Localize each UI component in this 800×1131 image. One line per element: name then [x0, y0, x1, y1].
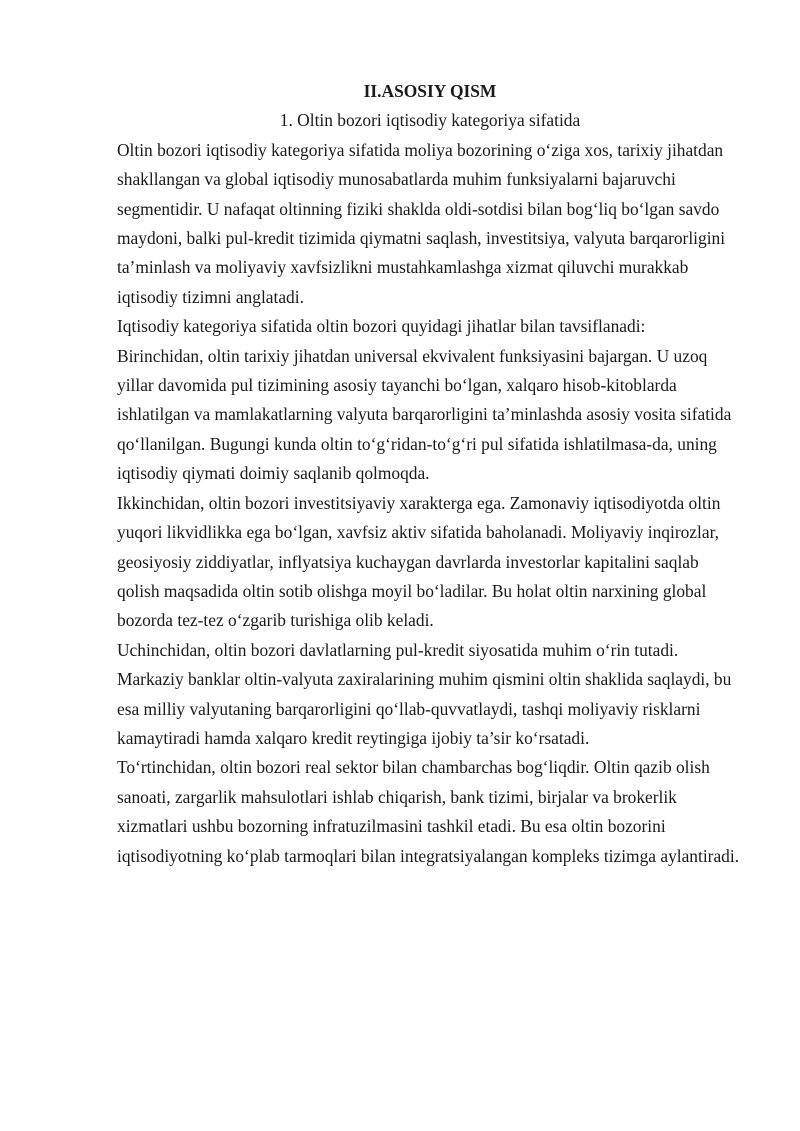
paragraph-second-point: Ikkinchidan, oltin bozori investitsiyaviy xarakterga ega. Zamonaviy iqtisodiyotda oltin yuqori likvidlikka ega bo‘lgan, xavfsiz aktiv sifatida baholanadi. Moliyaviy inqirozlar, geosiyosiy ziddiyatlar, inflyatsiya kuchaygan davrlarda investorlar kapitalini saqlab qolish maqsadida oltin sotib olishga moyil bo‘ladilar. Bu holat oltin narxining global bozorda tez-tez o‘zgarib turishiga olib keladi.	[117, 492, 721, 631]
section-subheading: 1. Oltin bozori iqtisodiy kategoriya sifatida	[279, 110, 581, 131]
paragraph-characteristics-lead: Iqtisodiy kategoriya sifatida oltin bozori quyidagi jihatlar bilan tavsiflanadi:	[117, 316, 646, 337]
paragraph-third-point: Uchinchidan, oltin bozori davlatlarning pul-kredit siyosatida muhim o‘rin tutadi. Markaziy banklar oltin-valyuta zaxiralarining muhim qismini oltin shaklida saqlaydi, bu esa milliy valyutaning barqarorligini qo‘llab-quvvatlaydi, tashqi moliyaviy risklarni kamaytiradi hamda xalqaro kredit reytingiga ijobiy ta’sir ko‘rsatadi.	[117, 639, 732, 748]
section-heading: II.ASOSIY QISM	[363, 81, 497, 101]
document-body	[117, 77, 743, 871]
paragraph-first-point: Birinchidan, oltin tarixiy jihatdan universal ekvivalent funksiyasini bajargan. U uzoq yillar davomida pul tizimining asosiy tayanchi bo‘lgan, xalqaro hisob-kitoblarda ishlatilgan va mamlakatlarning valyuta barqarorligini ta’minlashda asosiy vosita sifatida qo‘llanilgan. Bugungi kunda oltin to‘g‘ridan-to‘g‘ri pul sifatida ishlatilmasa-da, uning iqtisodiy qiymati doimiy saqlanib qolmoqda.	[117, 345, 732, 484]
paragraph-intro: Oltin bozori iqtisodiy kategoriya sifatida moliya bozorining o‘ziga xos, tarixiy jihatdan shakllangan va global iqtisodiy munosabatlarda muhim funksiyalarni bajaruvchi segmentidir. U nafaqat oltinning fiziki shaklda oldi-sotdisi bilan bog‘liq bo‘lgan savdo maydoni, balki pul-kredit tizimida qiymatni saqlash, investitsiya, valyuta barqarorligini ta’minlash va moliyaviy xavfsizlikni mustahkamlashga xizmat qiluvchi murakkab iqtisodiy tizimni anglatadi.	[117, 139, 726, 307]
paragraph-fourth-point: To‘rtinchidan, oltin bozori real sektor bilan chambarchas bog‘liqdir. Oltin qazib olish sanoati, zargarlik mahsulotlari ishlab chiqarish, bank tizimi, birjalar va brokerlik xizmatlari ushbu bozorning infratuzilmasini tashkil etadi. Bu esa oltin bozorini iqtisodiyotning ko‘plab tarmoqlari bilan integratsiyalangan kompleks tizimga aylantiradi.	[117, 757, 740, 866]
